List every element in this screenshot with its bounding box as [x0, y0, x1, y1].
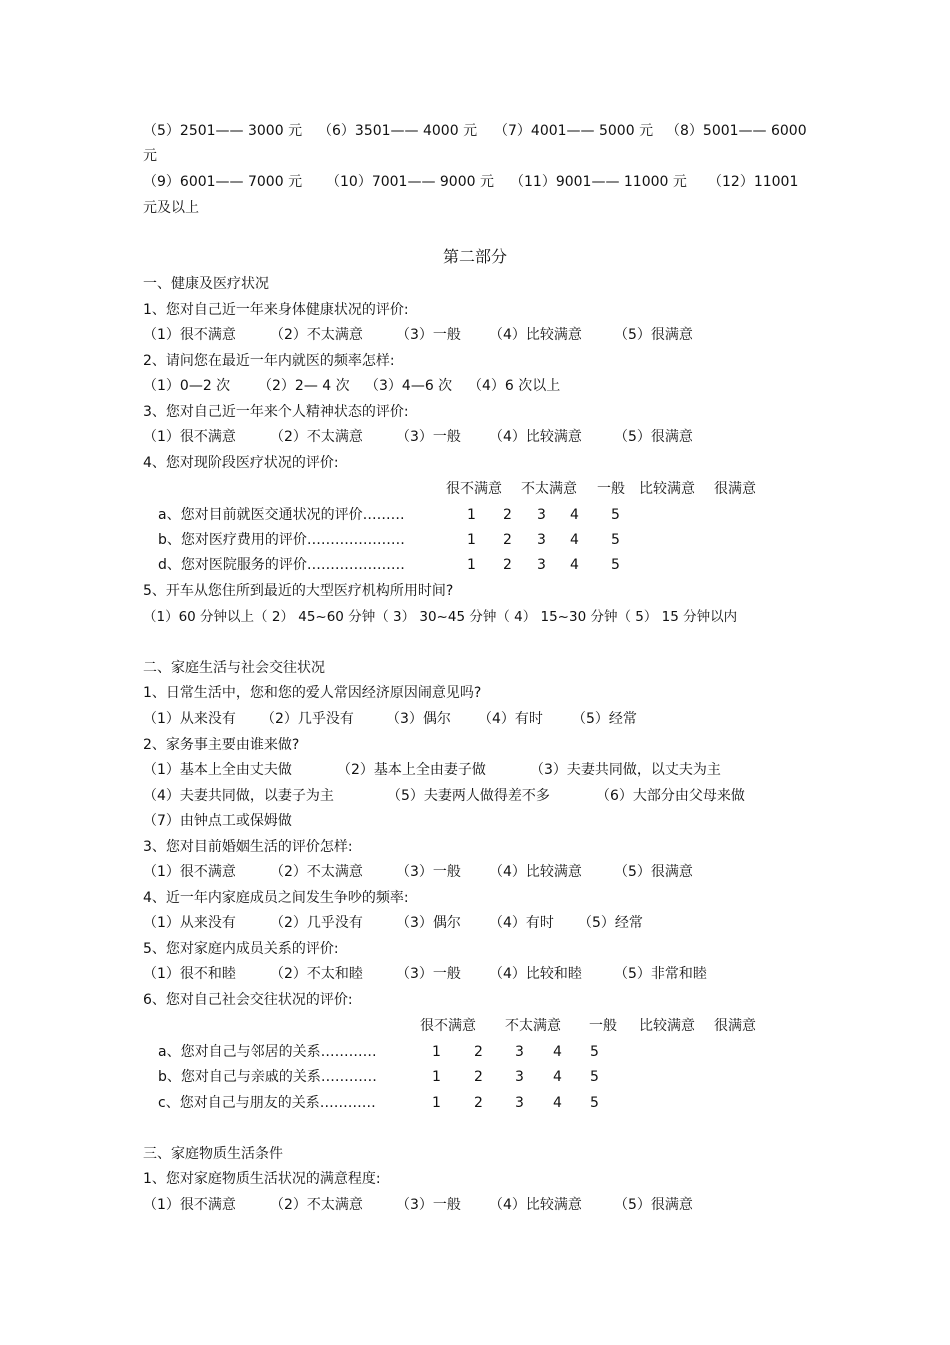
option[interactable]: （5）夫妻两人做得差不多	[387, 788, 550, 804]
option[interactable]: （1）从来没有	[143, 711, 236, 727]
scale-header: 很满意	[714, 1018, 756, 1034]
question-health-self: 1、您对自己近一年来身体健康状况的评价:	[143, 302, 409, 318]
question-visit-frequency: 2、请问您在最近一年内就医的频率怎样:	[143, 353, 395, 369]
rating-item-label: c、您对自己与朋友的关系…………	[158, 1095, 376, 1111]
option[interactable]: （4）有时	[489, 915, 554, 931]
income-option-12: （12）11001	[708, 174, 799, 190]
question-marriage: 3、您对目前婚姻生活的评价怎样:	[143, 839, 353, 855]
section-heading-family: 二、家庭生活与社会交往状况	[143, 660, 325, 676]
question-medical-status: 4、您对现阶段医疗状况的评价:	[143, 455, 339, 471]
option[interactable]: （1）很不满意	[143, 429, 236, 445]
option[interactable]: （3）偶尔	[386, 711, 451, 727]
option[interactable]: （2）基本上全由妻子做	[337, 762, 486, 778]
income-option-12-wrap: 元及以上	[143, 200, 199, 216]
income-option-11: （11）9001—— 11000 元	[510, 174, 687, 190]
income-option-10: （10）7001—— 9000 元	[326, 174, 494, 190]
option[interactable]: （5）很满意	[614, 327, 693, 343]
part-title: 第二部分	[442, 247, 507, 266]
option[interactable]: （2）2— 4 次	[258, 378, 350, 394]
rating-score[interactable]: 4	[553, 1069, 562, 1085]
rating-score[interactable]: 2	[503, 557, 512, 573]
option[interactable]: （3）一般	[396, 966, 461, 982]
scale-header: 很不满意	[420, 1018, 476, 1034]
question-economic-disputes: 1、日常生活中，您和您的爱人常因经济原因闹意见吗?	[143, 685, 482, 701]
income-option-8: （8）5001—— 6000	[666, 123, 807, 139]
option[interactable]: （3）4—6 次	[365, 378, 453, 394]
option[interactable]: （2）不太满意	[270, 864, 363, 880]
travel-time-options[interactable]: （1）60 分钟以上（ 2） 45~60 分钟（ 3） 30~45 分钟（ 4） 15~30 分钟（ 5） 15 分钟以内	[143, 609, 738, 625]
rating-score[interactable]: 5	[590, 1095, 599, 1111]
scale-header: 很不满意	[446, 481, 502, 497]
rating-item-label: a、您对目前就医交通状况的评价………	[158, 507, 405, 523]
option[interactable]: （1）很不满意	[143, 1197, 236, 1213]
option[interactable]: （3）偶尔	[396, 915, 461, 931]
section-heading-material: 三、家庭物质生活条件	[143, 1146, 283, 1162]
option[interactable]: （3）一般	[396, 327, 461, 343]
rating-item-label: b、您对医疗费用的评价…………………	[158, 532, 405, 548]
question-travel-time: 5、开车从您住所到最近的大型医疗机构所用时间?	[143, 583, 454, 599]
option[interactable]: （4）有时	[478, 711, 543, 727]
scale-header: 比较满意	[639, 481, 695, 497]
rating-score[interactable]: 1	[467, 557, 476, 573]
rating-score[interactable]: 3	[537, 507, 546, 523]
option[interactable]: （4）比较和睦	[489, 966, 582, 982]
rating-score[interactable]: 1	[432, 1069, 441, 1085]
rating-score[interactable]: 4	[570, 532, 579, 548]
income-option-7: （7）4001—— 5000 元	[494, 123, 654, 139]
question-quarrel-frequency: 4、近一年内家庭成员之间发生争吵的频率:	[143, 890, 409, 906]
rating-score[interactable]: 4	[570, 557, 579, 573]
rating-score[interactable]: 4	[553, 1095, 562, 1111]
option[interactable]: （5）很满意	[614, 864, 693, 880]
scale-header: 一般	[589, 1018, 617, 1034]
option[interactable]: （1）很不满意	[143, 864, 236, 880]
option[interactable]: （5）很满意	[614, 429, 693, 445]
option[interactable]: （3）一般	[396, 864, 461, 880]
option[interactable]: （5）非常和睦	[614, 966, 707, 982]
option[interactable]: （2）不太满意	[270, 429, 363, 445]
rating-score[interactable]: 1	[467, 507, 476, 523]
rating-score[interactable]: 3	[515, 1095, 524, 1111]
rating-score[interactable]: 5	[590, 1069, 599, 1085]
option[interactable]: （3）夫妻共同做，以丈夫为主	[530, 762, 721, 778]
scale-header: 不太满意	[505, 1018, 561, 1034]
option[interactable]: （4）比较满意	[489, 864, 582, 880]
rating-score[interactable]: 2	[474, 1069, 483, 1085]
question-housework: 2、家务事主要由谁来做?	[143, 737, 300, 753]
rating-score[interactable]: 3	[515, 1044, 524, 1060]
income-option-8-wrap: 元	[143, 148, 157, 164]
option[interactable]: （4）比较满意	[489, 429, 582, 445]
section-heading-health: 一、健康及医疗状况	[143, 276, 269, 292]
option[interactable]: （1）很不满意	[143, 327, 236, 343]
option[interactable]: （3）一般	[396, 1197, 461, 1213]
option[interactable]: （5）很满意	[614, 1197, 693, 1213]
rating-score[interactable]: 1	[432, 1095, 441, 1111]
rating-item-label: a、您对自己与邻居的关系…………	[158, 1044, 377, 1060]
rating-item-label: b、您对自己与亲戚的关系…………	[158, 1069, 377, 1085]
rating-item-label: d、您对医院服务的评价…………………	[158, 557, 405, 573]
rating-score[interactable]: 4	[570, 507, 579, 523]
rating-score[interactable]: 1	[467, 532, 476, 548]
scale-header: 比较满意	[639, 1018, 695, 1034]
rating-score[interactable]: 2	[503, 507, 512, 523]
option[interactable]: （4）比较满意	[489, 327, 582, 343]
question-mental-state: 3、您对自己近一年来个人精神状态的评价:	[143, 404, 409, 420]
option[interactable]: （2）不太满意	[270, 327, 363, 343]
rating-score[interactable]: 3	[515, 1069, 524, 1085]
option[interactable]: （7）由钟点工或保姆做	[143, 813, 292, 829]
scale-header: 一般	[597, 481, 625, 497]
option[interactable]: （6）大部分由父母来做	[596, 788, 745, 804]
option[interactable]: （2）几乎没有	[261, 711, 354, 727]
option[interactable]: （1）0—2 次	[143, 378, 231, 394]
rating-score[interactable]: 2	[474, 1044, 483, 1060]
question-social-life: 6、您对自己社会交往状况的评价:	[143, 992, 353, 1008]
rating-score[interactable]: 3	[537, 532, 546, 548]
option[interactable]: （3）一般	[396, 429, 461, 445]
rating-score[interactable]: 5	[611, 507, 620, 523]
rating-score[interactable]: 5	[590, 1044, 599, 1060]
option[interactable]: （1）从来没有	[143, 915, 236, 931]
option[interactable]: （1）基本上全由丈夫做	[143, 762, 292, 778]
income-option-6: （6）3501—— 4000 元	[318, 123, 478, 139]
option[interactable]: （2）几乎没有	[270, 915, 363, 931]
rating-score[interactable]: 2	[503, 532, 512, 548]
scale-header: 不太满意	[521, 481, 577, 497]
income-option-5: （5）2501—— 3000 元	[143, 123, 303, 139]
question-material-satisfaction: 1、您对家庭物质生活状况的满意程度:	[143, 1171, 381, 1187]
rating-score[interactable]: 1	[432, 1044, 441, 1060]
option[interactable]: （5）经常	[578, 915, 643, 931]
option[interactable]: （2）不太满意	[270, 1197, 363, 1213]
rating-score[interactable]: 4	[553, 1044, 562, 1060]
rating-score[interactable]: 3	[537, 557, 546, 573]
option[interactable]: （4）6 次以上	[468, 378, 561, 394]
option[interactable]: （4）夫妻共同做，以妻子为主	[143, 788, 334, 804]
rating-score[interactable]: 2	[474, 1095, 483, 1111]
income-option-9: （9）6001—— 7000 元	[143, 174, 303, 190]
scale-header: 很满意	[714, 481, 756, 497]
option[interactable]: （2）不太和睦	[270, 966, 363, 982]
rating-score[interactable]: 5	[611, 557, 620, 573]
question-family-relations: 5、您对家庭内成员关系的评价:	[143, 941, 339, 957]
option[interactable]: （4）比较满意	[489, 1197, 582, 1213]
rating-score[interactable]: 5	[611, 532, 620, 548]
option[interactable]: （1）很不和睦	[143, 966, 236, 982]
option[interactable]: （5）经常	[572, 711, 637, 727]
